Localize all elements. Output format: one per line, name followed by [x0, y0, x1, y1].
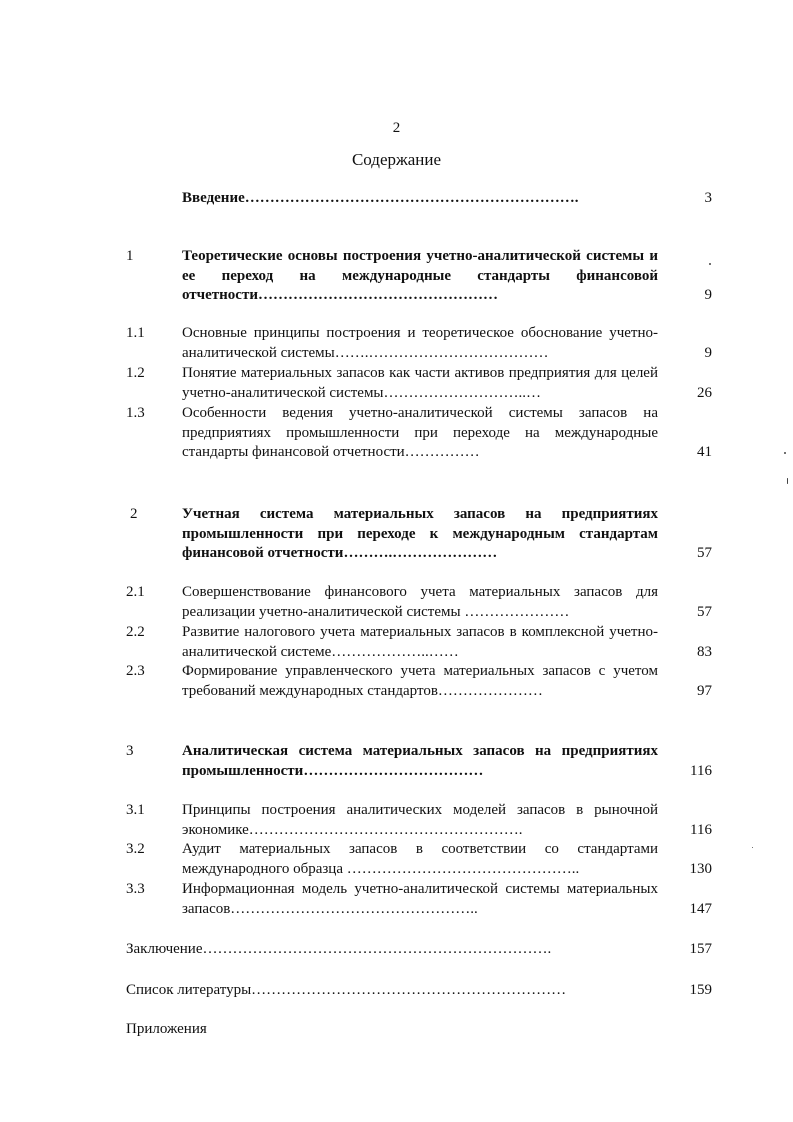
toc-entry-number: 1.3 — [126, 405, 145, 421]
toc-entry-page: 130 — [689, 861, 712, 877]
scan-speck — [784, 452, 786, 454]
toc-entry-page: 147 — [689, 901, 712, 917]
toc-entry-text: Теоретические основы построения учетно-аналитической системы и ее переход на международные стандарты финансовой отчетности………………………………………… — [182, 248, 658, 303]
toc-entry-number: 3 — [126, 743, 134, 759]
toc-entry-page: 157 — [689, 941, 712, 957]
toc-entry-page: 116 — [690, 822, 712, 838]
toc-entry-number: 2.1 — [126, 584, 145, 600]
toc-entry-text: Основные принципы построения и теоретическое обоснование учетно-аналитической системы…….……………………………… — [182, 325, 658, 361]
toc-entry-text: Приложения — [126, 1021, 207, 1037]
toc-entry-text: Заключение……………………………………………………………. — [126, 941, 552, 957]
toc-entry-page: 9 — [704, 287, 712, 303]
toc-entry-text: Аудит материальных запасов в соответствии со стандартами международного образца ……………………………………….. — [182, 841, 658, 877]
scan-speck — [752, 847, 753, 848]
toc-entry-number: 2.2 — [126, 624, 145, 640]
toc-entry-page: 9 — [704, 345, 712, 361]
toc-entry-page: 3 — [704, 190, 712, 206]
toc-entry-number: 3.1 — [126, 802, 145, 818]
toc-entry-text: Особенности ведения учетно-аналитической системы запасов на предприятиях промышленности при переходе на международные стандарты финансовой отчетности…………… — [182, 405, 658, 460]
toc-entry-page: 83 — [697, 644, 712, 660]
toc-entry-number: 2.3 — [126, 663, 145, 679]
toc-entry-text: Список литературы……………………………………………………… — [126, 982, 567, 998]
toc-entry-page: 26 — [697, 385, 712, 401]
toc-entry-page: 159 — [689, 982, 712, 998]
toc-entry-number: 3.2 — [126, 841, 145, 857]
scan-speck — [787, 478, 788, 484]
toc-entry-page: 116 — [690, 763, 712, 779]
toc-entry-page: 41 — [697, 444, 712, 460]
toc-entry-number: 3.3 — [126, 881, 145, 897]
toc-entry-text: Развитие налогового учета материальных запасов в комплексной учетно-аналитической системе………………..…… — [182, 624, 658, 660]
toc-entry-text: Аналитическая система материальных запасов на предприятиях промышленности……………………………… — [182, 743, 658, 779]
toc-entry-number: 2 — [130, 506, 138, 522]
toc-entry-text: Формирование управленческого учета материальных запасов с учетом требований международных стандартов………………… — [182, 663, 658, 699]
toc-entry-number: 1.1 — [126, 325, 145, 341]
toc-entry-text: Понятие материальных запасов как части активов предприятия для целей учетно-аналитической системы………………………..… — [182, 365, 658, 401]
toc-entry-text: Совершенствование финансового учета материальных запасов для реализации учетно-аналитической системы ………………… — [182, 584, 658, 620]
toc-entry-number: 1.2 — [126, 365, 145, 381]
toc-entry-text: Введение…………………………………………………………. — [182, 190, 579, 206]
scan-speck — [709, 263, 711, 265]
toc-entry-page: 57 — [697, 545, 712, 561]
page-number: 2 — [392, 120, 401, 136]
page-title: Содержание — [351, 150, 442, 169]
toc-entry-page: 57 — [697, 604, 712, 620]
toc-entry-page: 97 — [697, 683, 712, 699]
toc-entry-text: Информационная модель учетно-аналитической системы материальных запасов………………………………………….. — [182, 881, 658, 917]
toc-entry-text: Учетная система материальных запасов на предприятиях промышленности при переходе к международным стандартам финансовой отчетности……….………………… — [182, 506, 658, 561]
toc-entry-text: Принципы построения аналитических моделей запасов в рыночной экономике………………………………………………. — [182, 802, 658, 838]
toc-entry-number: 1 — [126, 248, 134, 264]
